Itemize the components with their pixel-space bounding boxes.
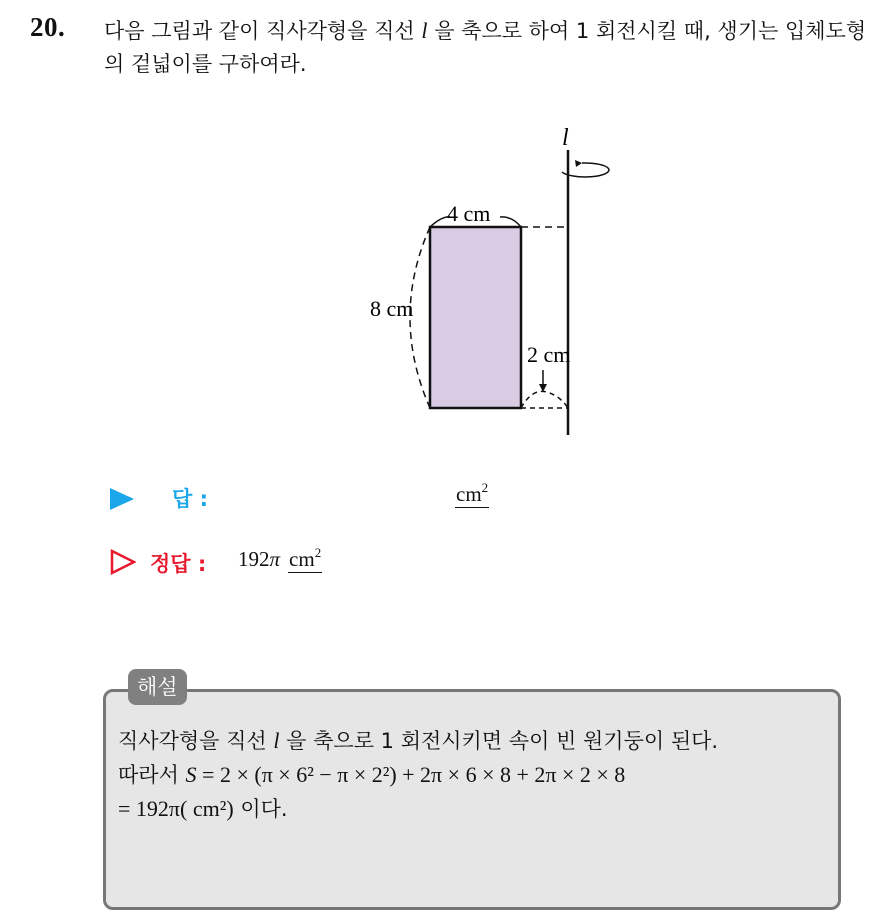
answer-label: 답 :	[172, 487, 208, 511]
answer-blank[interactable]	[455, 482, 489, 508]
solution-line1-var: l	[273, 728, 280, 753]
bottom-dashed-arc	[521, 391, 568, 408]
problem-line-var: l	[421, 18, 428, 43]
solution-line3-var: S	[185, 762, 197, 787]
solution-line4-eq: = 192π( cm²)	[118, 796, 234, 821]
solution-line-3	[118, 758, 834, 792]
answer-unit-exp: 2	[481, 480, 489, 495]
solution-line4-suffix: 이다.	[233, 797, 288, 821]
correct-unit-wrap	[288, 547, 322, 573]
problem-text-before: 다음 그림과 같이 직사각형을 직선	[104, 19, 422, 43]
solution-line3-eq: = 2 × (π × 6² − π × 2²) + 2π × 6 × 8 + 2π × 2 × 8	[196, 762, 626, 787]
answer-unit: cm	[456, 482, 482, 506]
height-label: 8 cm	[370, 296, 414, 321]
solution-tag: 해설	[128, 669, 187, 705]
width-label: 4 cm	[447, 201, 491, 226]
solution-line-1	[118, 724, 834, 758]
solution-line3-prefix: 따라서	[118, 763, 186, 787]
answer-row	[110, 480, 610, 516]
rotation-arrowhead-icon	[575, 160, 582, 167]
solution-line1-before: 직사각형을 직선	[118, 729, 274, 753]
solution-text	[118, 724, 834, 826]
correct-value	[238, 547, 322, 572]
correct-number: 192	[238, 547, 270, 571]
rotation-figure	[350, 120, 610, 440]
problem-text	[104, 14, 874, 81]
axis-label: l	[562, 125, 569, 151]
gap-arrow-icon	[539, 384, 547, 392]
correct-unit-exp: 2	[314, 545, 322, 560]
problem-text-after: 을 축으로 하여 1 회전시킬 때, 생기는 입체도형의 겉넓이를 구하여라.	[104, 19, 867, 76]
correct-unit: cm	[289, 547, 315, 571]
solution-line-4	[118, 792, 834, 826]
correct-triangle-icon	[110, 549, 136, 575]
correct-label: 정답 :	[150, 552, 207, 576]
problem-number: 20.	[30, 12, 66, 42]
rectangle	[430, 227, 521, 408]
gap-label: 2 cm	[527, 342, 571, 367]
correct-row	[110, 545, 610, 581]
correct-pi: π	[269, 547, 281, 571]
answer-triangle-icon	[110, 488, 134, 510]
solution-line1-after: 을 축으로 1 회전시키면 속이 빈 원기둥이 된다.	[279, 729, 719, 753]
